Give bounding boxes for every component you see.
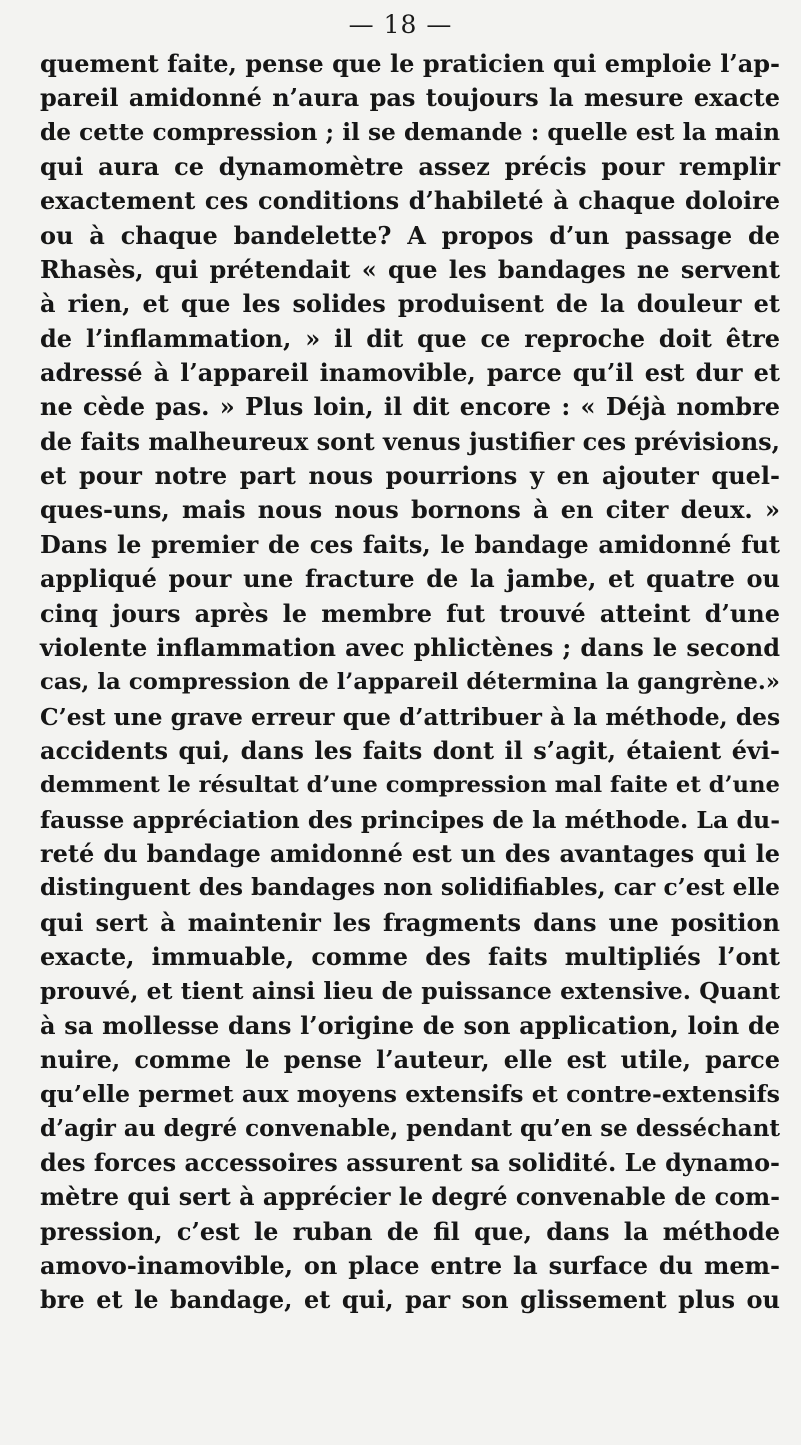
- text-line: cinq jours après le membre fut trouvé atteint d’une: [40, 598, 780, 628]
- text-line: violente inflammation avec phlictènes ; dans le second: [40, 632, 780, 662]
- text-line: accidents qui, dans les faits dont il s’agit, étaient évi-: [40, 735, 780, 765]
- text-line: qu’elle permet aux moyens extensifs et contre-extensifs: [40, 1080, 780, 1109]
- text-line: nuire, comme le pense l’auteur, elle est utile, parce: [40, 1044, 780, 1074]
- text-line: et pour notre part nous pourrions y en ajouter quel-: [40, 461, 780, 491]
- text-line: Rhasès, qui prétendait « que les bandages ne servent: [40, 255, 780, 285]
- text-line: mètre qui sert à apprécier le degré convenable de com-: [40, 1183, 780, 1212]
- text-line: amovo-inamovible, on place entre la surface du mem-: [40, 1251, 780, 1281]
- text-line: exacte, immuable, comme des faits multipliés l’ont: [40, 941, 780, 971]
- text-line: à sa mollesse dans l’origine de son application, loin de: [40, 1010, 780, 1040]
- text-line: pression, c’est le ruban de fil que, dans la méthode: [40, 1216, 780, 1246]
- page-number: — 18 —: [348, 10, 453, 39]
- text-line: ne cède pas. » Plus loin, il dit encore : « Déjà nombre: [40, 392, 780, 422]
- text-line: de cette compression ; il se demande : quelle est la main: [40, 118, 780, 146]
- text-line: des forces accessoires assurent sa solidité. Le dynamo-: [40, 1149, 780, 1177]
- text-line: d’agir au degré convenable, pendant qu’en se desséchant: [40, 1114, 781, 1142]
- text-line: bre et le bandage, et qui, par son glissement plus ou: [40, 1285, 780, 1315]
- text-line: quement faite, pense que le praticien qui emploie l’ap-: [40, 49, 780, 78]
- text-line: distinguent des bandages non solidifiables, car c’est elle: [40, 874, 780, 902]
- text-line: qui sert à maintenir les fragments dans une position: [40, 907, 780, 937]
- text-line: appliqué pour une fracture de la jambe, et quatre ou: [40, 564, 780, 594]
- text-line: qui aura ce dynamomètre assez précis pour remplir: [40, 152, 780, 182]
- text-line: demment le résultat d’une compression mal faite et d’une: [40, 772, 781, 799]
- text-line: cas, la compression de l’appareil détermina la gangrène.»: [40, 669, 780, 696]
- text-line: de l’inflammation, » il dit que ce reproche doit être: [40, 323, 780, 353]
- text-line: prouvé, et tient ainsi lieu de puissance extensive. Quant: [40, 977, 780, 1006]
- text-line: exactement ces conditions d’habileté à chaque doloire: [40, 186, 780, 216]
- body-text: [40, 47, 780, 1318]
- text-line: à rien, et que les solides produisent de la douleur et: [40, 289, 780, 319]
- text-line: reté du bandage amidonné est un des avantages qui le: [40, 838, 780, 868]
- text-line: adressé à l’appareil inamovible, parce qu’il est dur et: [40, 358, 780, 388]
- text-line: de faits malheureux sont venus justifier ces prévisions,: [40, 426, 781, 456]
- text-line: Dans le premier de ces faits, le bandage amidonné fut: [40, 529, 780, 559]
- text-line: C’est une grave erreur que d’attribuer à la méthode, des: [40, 702, 781, 731]
- text-line: pareil amidonné n’aura pas toujours la mesure exacte: [40, 83, 780, 113]
- text-line: ou à chaque bandelette? A propos d’un passage de: [40, 220, 780, 250]
- text-line: ques-uns, mais nous nous bornons à en citer deux. »: [40, 495, 780, 525]
- text-line: fausse appréciation des principes de la méthode. La du-: [40, 805, 780, 834]
